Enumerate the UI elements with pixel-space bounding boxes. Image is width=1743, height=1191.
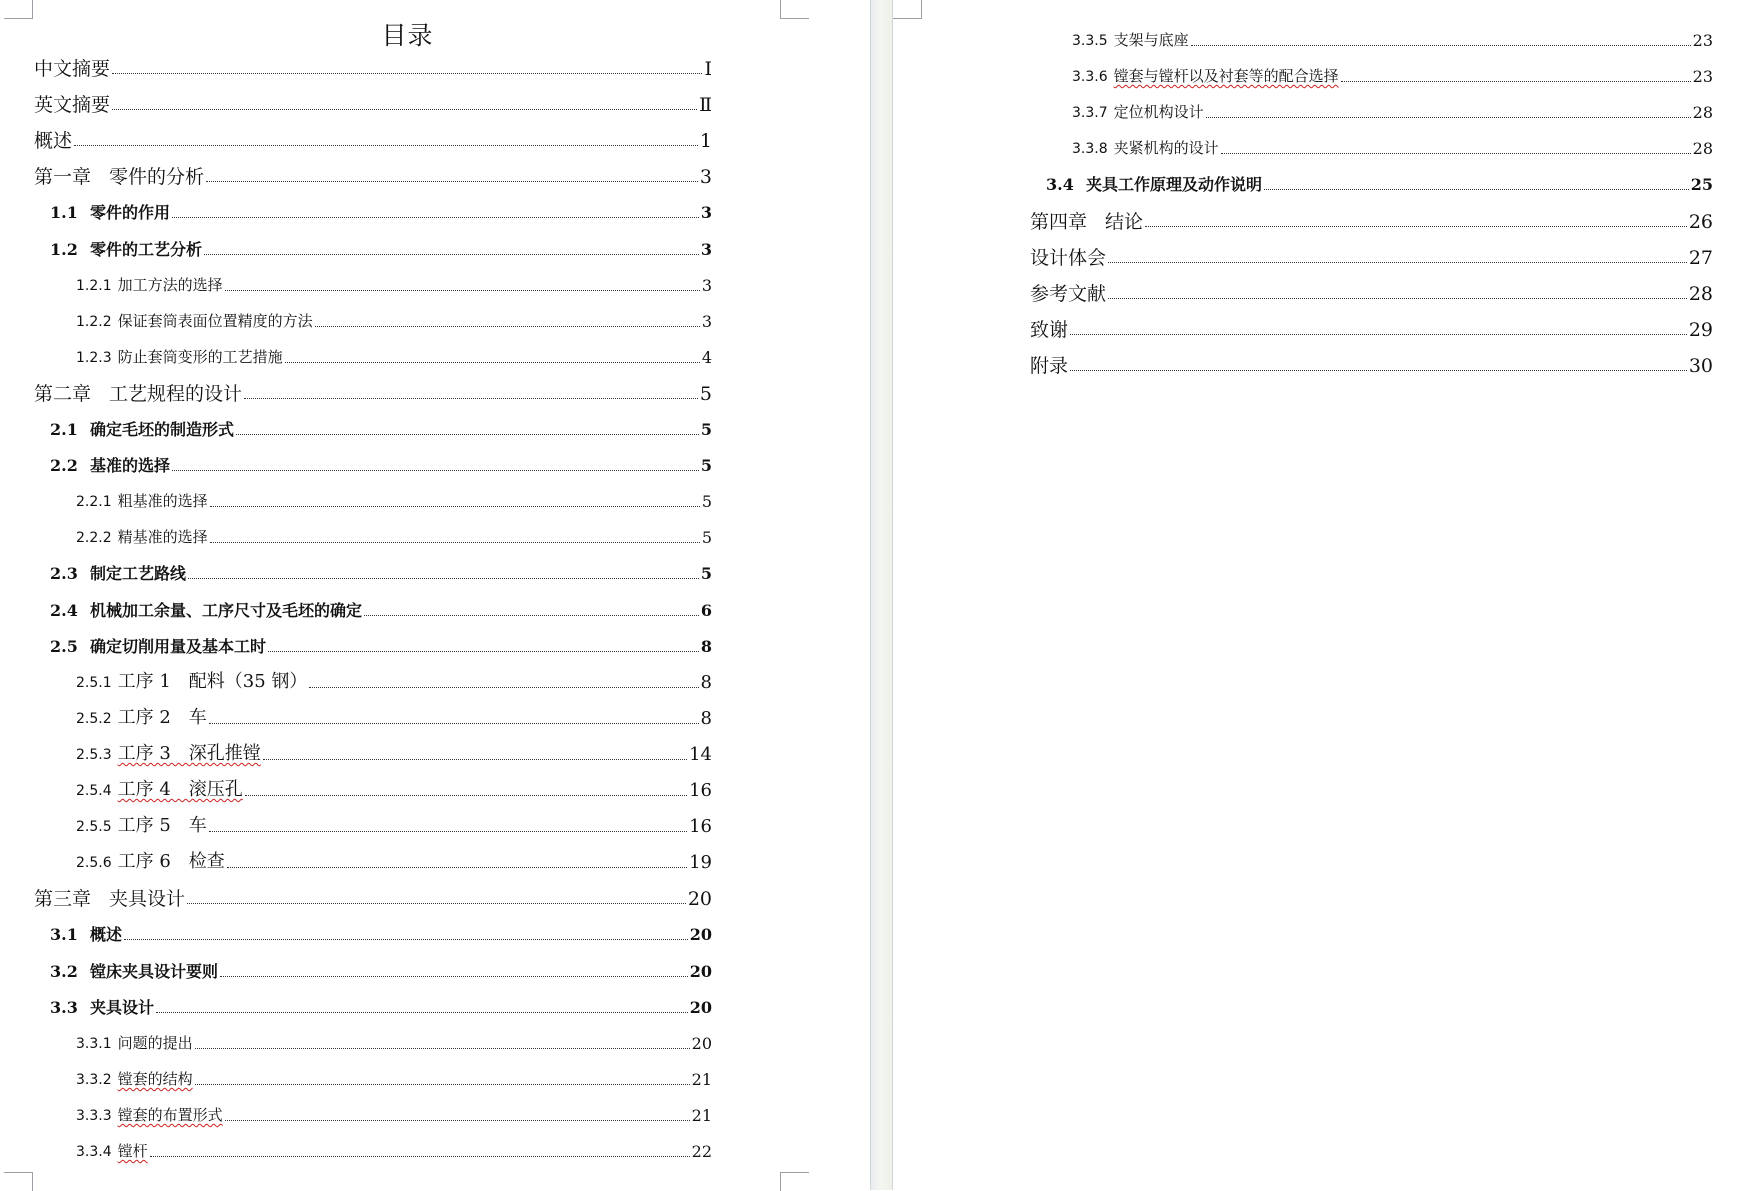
toc-entry-number: 3.3.8 bbox=[1072, 141, 1108, 158]
toc-entry[interactable] bbox=[50, 994, 712, 1018]
toc-entry-text: 防止套筒变形的工艺措施 bbox=[117, 347, 283, 366]
toc-entry-label bbox=[1030, 212, 1143, 232]
toc-entry-label bbox=[76, 852, 225, 873]
dot-leader bbox=[227, 867, 687, 868]
toc-entry-label bbox=[1072, 30, 1189, 51]
toc-entry-label bbox=[50, 925, 122, 945]
dot-leader bbox=[1070, 334, 1687, 335]
toc-entry[interactable] bbox=[76, 488, 712, 512]
toc-entry-label bbox=[1046, 175, 1262, 195]
page-gutter bbox=[870, 0, 893, 1190]
toc-entry-number: 3.4 bbox=[1046, 175, 1074, 195]
toc-entry-number: 1.1 bbox=[50, 203, 78, 223]
crop-mark bbox=[893, 0, 922, 19]
toc-entry[interactable] bbox=[76, 705, 712, 729]
dot-leader bbox=[1108, 262, 1687, 263]
toc-page-number: 26 bbox=[1688, 210, 1713, 233]
document-page-left bbox=[0, 0, 870, 1190]
dot-leader bbox=[204, 254, 699, 255]
dot-leader bbox=[1221, 153, 1691, 154]
toc-page-number: 8 bbox=[700, 636, 712, 656]
toc-page-number: 16 bbox=[689, 816, 712, 838]
toc-entry-text: 概述 bbox=[34, 130, 73, 153]
toc-entry-number: 2.2 bbox=[50, 456, 78, 476]
toc-entry-number: 2.3 bbox=[50, 564, 78, 584]
toc-entry[interactable] bbox=[76, 1066, 712, 1090]
toc-page-number: 16 bbox=[689, 780, 712, 801]
toc-entry[interactable] bbox=[34, 55, 712, 79]
toc-entry[interactable] bbox=[1030, 244, 1713, 268]
toc-entry-label bbox=[1072, 138, 1219, 159]
toc-page-number: 20 bbox=[691, 1033, 712, 1053]
toc-entry-text: 工序 1 配料（35 钢） bbox=[117, 670, 308, 692]
toc-entry[interactable] bbox=[34, 380, 712, 404]
toc-entry-label bbox=[50, 998, 154, 1018]
toc-entry-label bbox=[50, 564, 186, 584]
toc-entry-text: 工序 5 车 bbox=[117, 815, 207, 837]
toc-entry-label bbox=[50, 456, 170, 476]
toc-entry[interactable] bbox=[50, 633, 712, 657]
toc-entry-text: 夹紧机构的设计 bbox=[1113, 139, 1219, 158]
toc-page-number: 27 bbox=[1688, 246, 1713, 269]
dot-leader bbox=[236, 434, 699, 435]
toc-entry-text: 保证套筒表面位置精度的方法 bbox=[117, 311, 313, 330]
dot-leader bbox=[112, 73, 702, 74]
toc-entry-number: 2.1 bbox=[50, 420, 78, 439]
dot-leader bbox=[187, 903, 686, 904]
toc-entry-text: 镗套与镗杆以及衬套等的配合选择 bbox=[1113, 67, 1339, 86]
toc-page-number: 5 bbox=[699, 382, 712, 405]
toc-entry-number: 1.2.1 bbox=[76, 277, 112, 294]
toc-entry-text: 工序 6 检查 bbox=[117, 851, 225, 873]
toc-entry-text: 夹具设计 bbox=[109, 888, 186, 911]
dot-leader bbox=[209, 831, 687, 832]
toc-entry-label bbox=[50, 962, 218, 982]
toc-entry-label bbox=[76, 1033, 193, 1054]
toc-entry-label bbox=[76, 311, 313, 332]
toc-page-number: 21 bbox=[691, 1105, 712, 1125]
toc-entry[interactable] bbox=[76, 1138, 712, 1162]
toc-page-number: 30 bbox=[1688, 354, 1713, 377]
toc-entry[interactable] bbox=[50, 452, 712, 476]
toc-entry-label bbox=[34, 95, 110, 115]
toc-entry-label bbox=[76, 672, 307, 693]
toc-entry-text: 镗床夹具设计要则 bbox=[90, 961, 219, 981]
toc-entry-text: 粗基准的选择 bbox=[117, 492, 208, 511]
toc-page-number: 20 bbox=[687, 888, 712, 911]
toc-page-number: 5 bbox=[701, 528, 712, 548]
dot-leader bbox=[1108, 298, 1687, 299]
toc-page-number: 3 bbox=[700, 203, 712, 223]
toc-entry[interactable] bbox=[76, 1102, 712, 1126]
toc-entry-number: 2.5.5 bbox=[76, 819, 112, 836]
toc-entry[interactable] bbox=[1072, 99, 1713, 123]
toc-entry-number: 3.3.4 bbox=[76, 1144, 112, 1160]
toc-entry[interactable] bbox=[76, 777, 712, 801]
crop-mark bbox=[780, 0, 809, 19]
toc-entry[interactable] bbox=[76, 813, 712, 837]
toc-page-number: 6 bbox=[700, 600, 712, 620]
toc-entry-label bbox=[76, 527, 208, 548]
document-page-right bbox=[893, 0, 1743, 1190]
dot-leader bbox=[210, 542, 700, 543]
toc-entry[interactable] bbox=[76, 741, 712, 765]
toc-page-number: 28 bbox=[1692, 103, 1713, 123]
toc-entry-text: 零件的工艺分析 bbox=[90, 239, 203, 259]
toc-page-number: 4 bbox=[701, 347, 712, 367]
dot-leader bbox=[150, 1156, 690, 1157]
toc-entry-label bbox=[34, 167, 204, 187]
toc-entry-text: 机械加工余量、工序尺寸及毛坯的确定 bbox=[90, 600, 363, 620]
toc-entry-text: 夹具工作原理及动作说明 bbox=[1086, 175, 1263, 195]
toc-entry-text: 结论 bbox=[1105, 210, 1144, 233]
toc-entry-text: 工序 2 车 bbox=[117, 706, 207, 728]
toc-page-number: Ⅰ bbox=[704, 58, 712, 80]
toc-entry-number: 2.5.2 bbox=[76, 710, 112, 727]
dot-leader bbox=[195, 1048, 690, 1049]
toc-entry-label bbox=[76, 491, 208, 512]
toc-entry-label bbox=[34, 59, 110, 79]
toc-entry-label bbox=[76, 1105, 223, 1126]
toc-entry-text: 参考文献 bbox=[1030, 282, 1107, 305]
dot-leader bbox=[364, 615, 699, 616]
dot-leader bbox=[1264, 189, 1689, 190]
crop-mark bbox=[780, 1172, 809, 1191]
toc-entry[interactable] bbox=[76, 524, 712, 548]
toc-entry-label bbox=[50, 601, 362, 621]
toc-entry-text: 确定切削用量及基本工时 bbox=[90, 636, 267, 656]
toc-entry[interactable] bbox=[34, 885, 712, 909]
dot-leader bbox=[225, 290, 700, 291]
toc-entry-number: 3.1 bbox=[50, 925, 78, 945]
toc-entry[interactable] bbox=[1030, 316, 1713, 340]
toc-entry-number: 1.2.2 bbox=[76, 313, 112, 330]
toc-entry-number: 3.3.5 bbox=[1072, 33, 1108, 49]
toc-entry-text: 概述 bbox=[90, 925, 123, 945]
toc-page-number: Ⅱ bbox=[699, 94, 712, 117]
toc-entry[interactable] bbox=[34, 91, 712, 115]
dot-leader bbox=[210, 506, 700, 507]
toc-page-number: 21 bbox=[691, 1069, 712, 1089]
toc-page-number: 23 bbox=[1692, 67, 1713, 87]
toc-entry-label bbox=[50, 637, 266, 657]
crop-mark bbox=[4, 1172, 33, 1191]
dot-leader bbox=[220, 976, 688, 977]
dot-leader bbox=[1206, 117, 1691, 118]
toc-entry-label bbox=[76, 744, 261, 765]
toc-page-number: 28 bbox=[1692, 139, 1713, 159]
dot-leader bbox=[245, 795, 687, 796]
toc-entry-text: 中文摘要 bbox=[34, 58, 111, 80]
toc-entry-number: 2.5.3 bbox=[76, 746, 112, 763]
toc-entry-number: 3.3.7 bbox=[1072, 105, 1108, 122]
toc-page-number: 5 bbox=[701, 492, 712, 512]
toc-entry-text: 英文摘要 bbox=[34, 94, 111, 117]
toc-entry-number: 2.5 bbox=[50, 636, 78, 656]
dot-leader bbox=[188, 578, 699, 579]
dot-leader bbox=[1145, 226, 1687, 227]
toc-entry-label bbox=[76, 347, 283, 368]
toc-entry[interactable] bbox=[76, 344, 712, 368]
toc-entry-number: 3.3 bbox=[50, 997, 78, 1017]
toc-entry-text: 定位机构设计 bbox=[1113, 103, 1204, 122]
toc-page-number: 3 bbox=[699, 166, 712, 189]
toc-page-number: 23 bbox=[1692, 31, 1713, 50]
toc-page-number: 3 bbox=[700, 239, 712, 259]
dot-leader bbox=[309, 687, 698, 688]
dot-leader bbox=[112, 109, 697, 110]
dot-leader bbox=[172, 470, 699, 471]
toc-entry-number: 第二章 bbox=[34, 382, 92, 405]
toc-entry-text: 问题的提出 bbox=[117, 1033, 193, 1052]
toc-entry-number: 2.5.6 bbox=[76, 855, 112, 872]
toc-entry-number: 3.2 bbox=[50, 961, 78, 981]
toc-entry-number: 3.3.1 bbox=[76, 1035, 112, 1052]
dot-leader bbox=[263, 759, 687, 760]
crop-mark bbox=[4, 0, 33, 19]
toc-entry-number: 第三章 bbox=[34, 888, 92, 911]
toc-page-number: 19 bbox=[689, 852, 712, 874]
dot-leader bbox=[1070, 370, 1687, 371]
toc-entry-label bbox=[1030, 248, 1106, 268]
toc-page-number: 8 bbox=[700, 671, 712, 693]
toc-entry-number: 2.5.4 bbox=[76, 783, 112, 799]
toc-entry-text: 工序 3 深孔推镗 bbox=[117, 742, 261, 764]
toc-entry-label bbox=[50, 240, 202, 260]
toc-page-number: 28 bbox=[1688, 282, 1713, 305]
toc-entry-label bbox=[50, 420, 234, 440]
toc-entry[interactable] bbox=[76, 1030, 712, 1054]
toc-entry-number: 3.3.3 bbox=[76, 1107, 112, 1124]
toc-entry[interactable] bbox=[76, 849, 712, 873]
toc-entry[interactable] bbox=[50, 236, 712, 260]
toc-entry-text: 附录 bbox=[1030, 354, 1069, 377]
toc-entry-text: 设计体会 bbox=[1030, 246, 1107, 269]
dot-leader bbox=[206, 181, 698, 182]
toc-entry[interactable] bbox=[1030, 208, 1713, 232]
toc-entry-number: 2.5.1 bbox=[76, 674, 112, 691]
toc-page-number: 20 bbox=[689, 925, 712, 945]
toc-page-number: 14 bbox=[689, 743, 712, 765]
toc-page-number: 1 bbox=[699, 130, 712, 153]
toc-entry[interactable] bbox=[76, 669, 712, 693]
toc-entry-label bbox=[34, 384, 242, 404]
toc-entry-label bbox=[1072, 66, 1339, 87]
toc-page-number: 20 bbox=[689, 961, 712, 981]
toc-entry-text: 精基准的选择 bbox=[117, 528, 208, 547]
toc-entry-label bbox=[76, 780, 243, 801]
dot-leader bbox=[124, 939, 688, 940]
dot-leader bbox=[1341, 81, 1691, 82]
toc-entry[interactable] bbox=[34, 163, 712, 187]
toc-entry[interactable] bbox=[34, 127, 712, 151]
toc-entry-label bbox=[1072, 102, 1204, 123]
toc-entry[interactable] bbox=[76, 308, 712, 332]
toc-entry-label bbox=[1030, 356, 1068, 376]
toc-page-number: 5 bbox=[700, 420, 712, 439]
toc-entry-text: 镗套的结构 bbox=[117, 1069, 193, 1088]
toc-entry[interactable] bbox=[50, 560, 712, 584]
toc-page-number: 3 bbox=[701, 311, 712, 331]
toc-entry-text: 镗套的布置形式 bbox=[117, 1105, 223, 1124]
toc-entry[interactable] bbox=[50, 416, 712, 440]
toc-page-number: 20 bbox=[689, 997, 712, 1017]
toc-entry[interactable] bbox=[1030, 280, 1713, 304]
toc-page-number: 29 bbox=[1688, 318, 1713, 341]
toc-entry[interactable] bbox=[50, 958, 712, 982]
dot-leader bbox=[172, 217, 699, 218]
dot-leader bbox=[209, 723, 699, 724]
toc-page-number: 5 bbox=[700, 456, 712, 476]
toc-entry[interactable] bbox=[50, 921, 712, 945]
dot-leader bbox=[1191, 45, 1691, 46]
toc-entry-label bbox=[34, 889, 185, 909]
toc-entry[interactable] bbox=[50, 199, 712, 223]
toc-entry[interactable] bbox=[1072, 27, 1713, 51]
toc-entry-text: 工序 4 滚压孔 bbox=[117, 779, 243, 800]
toc-entry-label bbox=[1030, 284, 1106, 304]
toc-entry-number: 3.3.2 bbox=[76, 1071, 112, 1088]
dot-leader bbox=[285, 362, 700, 363]
toc-entry-number: 1.2 bbox=[50, 239, 78, 259]
dot-leader bbox=[315, 326, 700, 327]
toc-entry-text: 镗杆 bbox=[117, 1142, 148, 1160]
toc-entry[interactable] bbox=[76, 272, 712, 296]
toc-entry-text: 确定毛坯的制造形式 bbox=[90, 420, 235, 439]
toc-entry[interactable] bbox=[1046, 171, 1713, 195]
toc-entry-label bbox=[76, 1069, 193, 1090]
toc-entry-label bbox=[76, 275, 223, 296]
toc-entry-text: 致谢 bbox=[1030, 318, 1069, 341]
toc-entry-text: 制定工艺路线 bbox=[90, 564, 187, 584]
toc-entry-text: 基准的选择 bbox=[90, 456, 171, 476]
toc-page-number: 3 bbox=[701, 275, 712, 295]
toc-entry[interactable] bbox=[50, 597, 712, 621]
dot-leader bbox=[156, 1012, 688, 1013]
toc-entry-text: 工艺规程的设计 bbox=[109, 382, 243, 405]
toc-entry[interactable] bbox=[1072, 63, 1713, 87]
dot-leader bbox=[195, 1084, 690, 1085]
toc-entry-text: 零件的分析 bbox=[109, 166, 205, 189]
toc-page-number: 25 bbox=[1690, 175, 1713, 195]
dot-leader bbox=[268, 651, 699, 652]
toc-entry-number: 2.2.1 bbox=[76, 494, 112, 511]
toc-entry-number: 1.2.3 bbox=[76, 349, 112, 366]
dot-leader bbox=[244, 398, 698, 399]
toc-entry-text: 零件的作用 bbox=[90, 203, 171, 223]
toc-entry-text: 支架与底座 bbox=[1113, 31, 1189, 49]
toc-entry-label bbox=[76, 708, 207, 729]
toc-entry-label bbox=[76, 816, 207, 837]
toc-page-number: 22 bbox=[691, 1142, 712, 1161]
toc-entry-label bbox=[34, 131, 72, 151]
toc-page-number: 5 bbox=[700, 564, 712, 584]
toc-entry-label bbox=[50, 203, 170, 223]
toc-entry[interactable] bbox=[1030, 352, 1713, 376]
toc-entry-label bbox=[1030, 320, 1068, 340]
toc-entry[interactable] bbox=[1072, 135, 1713, 159]
toc-entry-text: 加工方法的选择 bbox=[117, 275, 223, 294]
toc-entry-number: 第四章 bbox=[1030, 210, 1088, 233]
toc-entry-number: 2.2.2 bbox=[76, 530, 112, 547]
toc-page-number: 8 bbox=[700, 707, 712, 729]
toc-entry-text: 夹具设计 bbox=[90, 997, 155, 1017]
toc-entry-label bbox=[76, 1141, 148, 1162]
dot-leader bbox=[225, 1120, 690, 1121]
toc-entry-number: 第一章 bbox=[34, 166, 92, 189]
page-title: 目录 bbox=[381, 21, 434, 50]
toc-entry-number: 2.4 bbox=[50, 600, 78, 620]
toc-entry-number: 3.3.6 bbox=[1072, 69, 1108, 86]
dot-leader bbox=[74, 145, 698, 146]
